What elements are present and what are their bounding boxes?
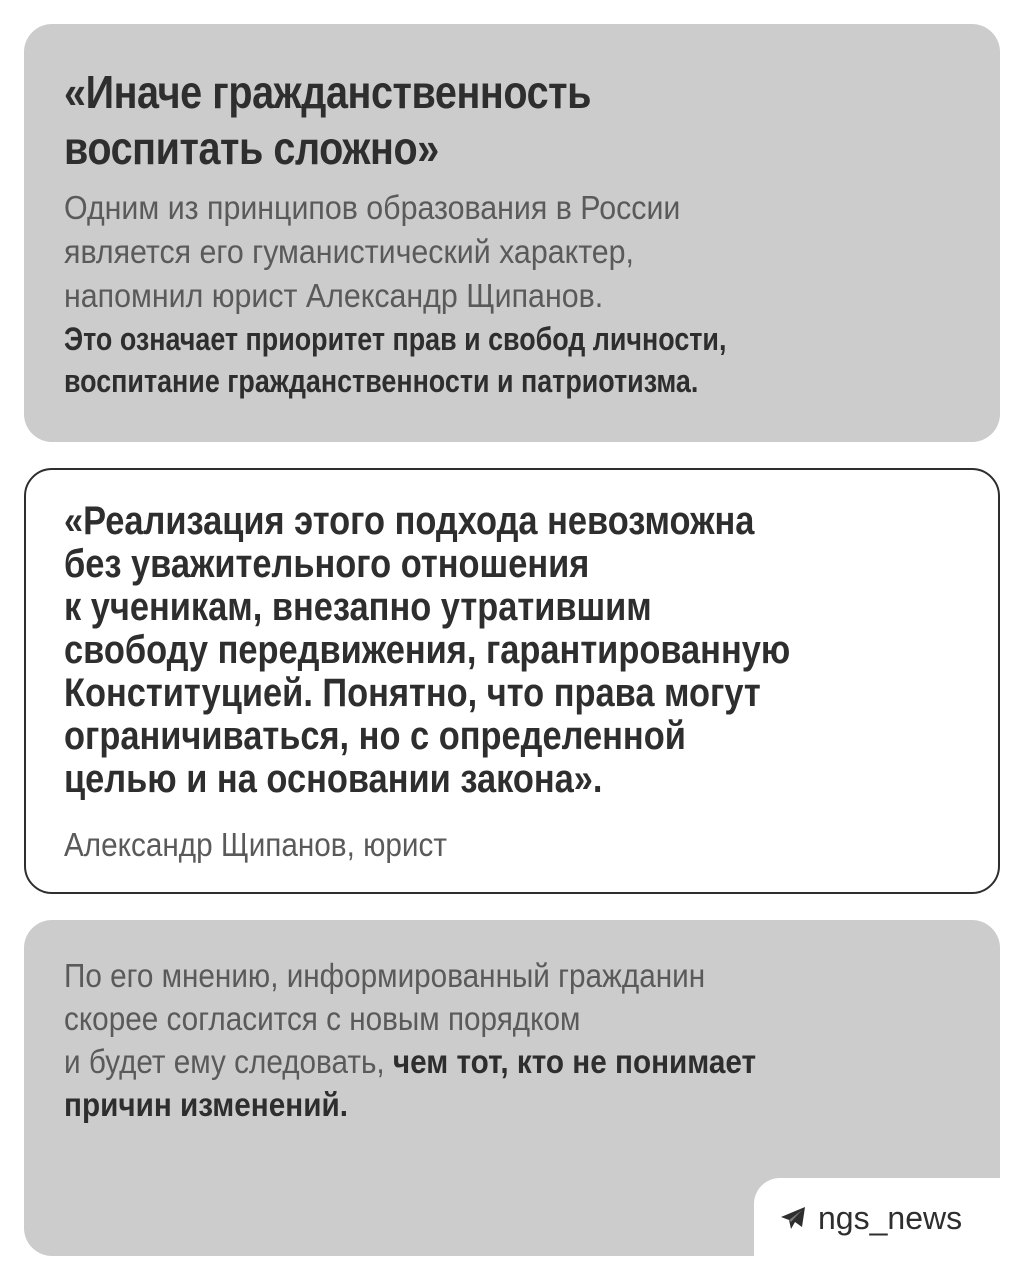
lead-paragraph (64, 186, 984, 318)
opinion-line (64, 1083, 964, 1126)
channel-name: ngs_news (818, 1199, 963, 1236)
channel-badge[interactable] (780, 1196, 962, 1240)
opinion-line: скорее согласится с новым порядком (64, 1000, 581, 1037)
opinion-paragraph (64, 954, 964, 1126)
telegram-plane-icon (780, 1206, 806, 1230)
headline-line: воспитать сложно» (64, 122, 439, 174)
quote-card (24, 468, 1000, 894)
quote-line: без уважительного отношения (64, 542, 590, 586)
quote-attribution: Александр Щипанов, юрист (64, 826, 447, 863)
quote-text (64, 500, 835, 801)
opinion-line (64, 1040, 964, 1083)
lead-bold-line: Это означает приоритет прав и свобод личности, (64, 321, 727, 357)
lead-bold-paragraph (64, 318, 817, 402)
lead-line: напомнил юрист Александр Щипанов. (64, 277, 604, 314)
opinion-line: По его мнению, информированный гражданин (64, 957, 706, 994)
quote-line: Конституцией. Понятно, что права могут (64, 671, 761, 715)
opinion-bold-text: чем тот, кто не понимает (392, 1043, 757, 1080)
headline (64, 64, 835, 176)
lead-bold-line: воспитание гражданственности и патриотизма. (64, 363, 699, 399)
quote-line: целью и на основании закона». (64, 757, 603, 801)
intro-card (24, 24, 1000, 442)
lead-line: Одним из принципов образования в России (64, 189, 681, 226)
opinion-bold-text: причин изменений. (64, 1086, 348, 1123)
opinion-regular-text: и будет ему следовать, (64, 1043, 393, 1080)
quote-line: ограничиваться, но с определенной (64, 714, 686, 758)
quote-line: «Реализация этого подхода невозможна (64, 499, 755, 543)
quote-line: к ученикам, внезапно утратившим (64, 585, 652, 629)
quote-line: свободу передвижения, гарантированную (64, 628, 791, 672)
headline-line: «Иначе гражданственность (64, 66, 591, 118)
lead-line: является его гуманистический характер, (64, 233, 634, 270)
